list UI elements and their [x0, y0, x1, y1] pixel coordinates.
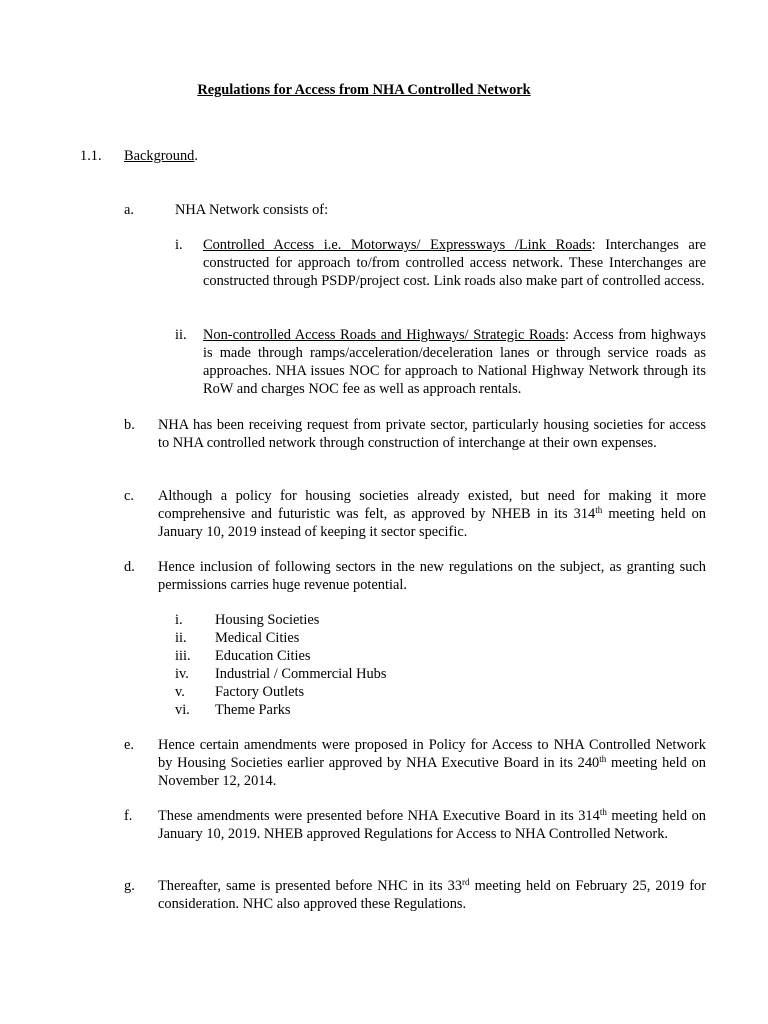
item-g-text-2: meeting held on February 25, 2019 for consideration. NHC also approved these Regulations.	[158, 878, 706, 912]
item-f-superscript: th	[599, 807, 607, 817]
list-item-label: Factory Outlets	[215, 684, 305, 700]
item-c-text-2: meeting held on January 10, 2019 instead of keeping it sector specific.	[158, 506, 706, 540]
item-b-text: NHA has been receiving request from private sector, particularly housing societies for access to NHA controlled network through construction of interchange at their own expenses.	[158, 417, 706, 451]
list-item-label: Medical Cities	[215, 630, 300, 646]
item-a-ii-text: : Access from highways is made through ramps/acceleration/deceleration lanes or through service roads as approaches. NHA issues NOC for approach to National Highway Network through its RoW and charges NOC fee as well as approach rentals.	[203, 327, 706, 397]
section-heading-period: .	[194, 148, 198, 164]
document-title: Regulations for Access from NHA Controlled Network	[197, 82, 531, 98]
item-c-marker: c.	[124, 488, 134, 504]
list-item-label: Housing Societies	[215, 612, 320, 628]
item-a-ii-label: Non-controlled Access Roads and Highways/ Strategic Roads	[203, 327, 565, 343]
list-item	[175, 647, 475, 665]
item-d-marker: d.	[124, 559, 135, 575]
item-a-i-label: Controlled Access i.e. Motorways/ Expressways /Link Roads	[203, 237, 592, 253]
item-f-text-1: These amendments were presented before NHA Executive Board in its 314	[158, 808, 600, 824]
item-c-superscript: th	[595, 505, 603, 515]
item-e-paragraph	[158, 736, 706, 790]
list-item	[175, 629, 475, 647]
list-item-marker: ii.	[175, 630, 187, 646]
list-item-label: Theme Parks	[215, 702, 291, 718]
item-f-paragraph	[158, 807, 706, 843]
section-heading-text: Background	[124, 148, 195, 164]
item-b-marker: b.	[124, 417, 135, 433]
item-e-text-2: meeting held on November 12, 2014.	[158, 755, 706, 789]
item-g-superscript: rd	[462, 877, 470, 887]
item-a-marker: a.	[124, 202, 134, 218]
list-item-marker: i.	[175, 612, 183, 628]
list-item	[175, 701, 475, 719]
item-a-i-marker: i.	[175, 237, 183, 253]
section-number: 1.1.	[80, 148, 102, 164]
item-a-ii-paragraph	[203, 326, 706, 398]
list-item-marker: iii.	[175, 648, 191, 664]
list-item	[175, 665, 475, 683]
list-item-label: Industrial / Commercial Hubs	[215, 666, 387, 682]
list-item	[175, 683, 475, 701]
section-heading	[124, 147, 198, 165]
item-g-text-1: Thereafter, same is presented before NHC in its 33	[158, 878, 463, 894]
item-c-text-1: Although a policy for housing societies already existed, but need for making it more comprehensive and futuristic was felt, as approved by NHEB in its 314	[158, 488, 706, 522]
item-a-ii-marker: ii.	[175, 327, 187, 343]
sector-list	[175, 611, 475, 719]
list-item-marker: vi.	[175, 702, 190, 718]
item-d-text: Hence inclusion of following sectors in the new regulations on the subject, as granting such permissions carries huge revenue potential.	[158, 559, 706, 593]
item-f-marker: f.	[124, 808, 133, 824]
list-item-marker: iv.	[175, 666, 189, 682]
item-a-text: NHA Network consists of:	[175, 202, 329, 218]
item-f-text-2: meeting held on January 10, 2019. NHEB approved Regulations for Access to NHA Controlled Network.	[158, 808, 706, 842]
list-item-marker: v.	[175, 684, 185, 700]
item-g-marker: g.	[124, 878, 135, 894]
item-e-marker: e.	[124, 737, 134, 753]
list-item-label: Education Cities	[215, 648, 311, 664]
item-c-paragraph	[158, 487, 706, 541]
item-e-superscript: th	[599, 754, 607, 764]
item-a-i-paragraph	[203, 236, 706, 290]
item-e-text-1: Hence certain amendments were proposed in Policy for Access to NHA Controlled Network by Housing Societies earlier approved by NHA Executive Board in its 240	[158, 737, 706, 771]
list-item	[175, 611, 475, 629]
item-a-i-text: : Interchanges are constructed for approach to/from controlled access network. These Interchanges are constructed through PSDP/project cost. Link roads also make part of controlled access.	[203, 237, 706, 289]
item-g-paragraph	[158, 877, 706, 913]
